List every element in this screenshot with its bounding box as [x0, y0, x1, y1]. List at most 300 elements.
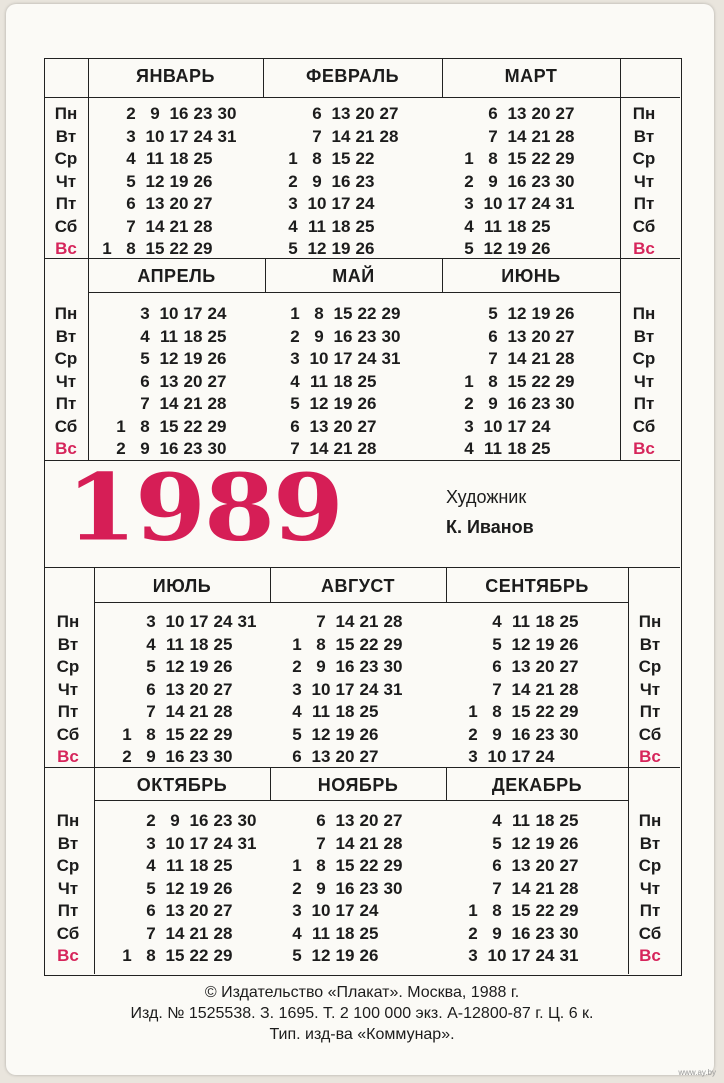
- day-number: 10: [483, 194, 503, 213]
- month-name: АПРЕЛЬ: [137, 266, 216, 286]
- day-number: 16: [507, 171, 527, 191]
- day-number: 31: [237, 612, 257, 631]
- day-number: 12: [145, 171, 165, 191]
- weekday-label: Ср: [638, 856, 662, 875]
- month-name: ФЕВРАЛЬ: [305, 66, 400, 86]
- day-number: 4: [464, 216, 474, 236]
- day-number: 14: [159, 394, 179, 413]
- day-number: 14: [165, 923, 185, 943]
- day-number: 22: [183, 416, 203, 436]
- day-number: 24: [357, 349, 377, 368]
- day-number: 14: [145, 216, 165, 236]
- day-number: 14: [335, 612, 355, 631]
- day-number: 27: [213, 901, 233, 920]
- day-number: 24: [213, 833, 233, 853]
- day-number: 19: [169, 171, 189, 191]
- day-number: 3: [292, 901, 302, 920]
- day-number: 4: [288, 216, 298, 236]
- day-number: 10: [487, 747, 507, 766]
- imprint-line: Тип. изд-ва «Коммунар».: [269, 1026, 455, 1043]
- day-number: 5: [492, 634, 502, 654]
- day-number: 24: [535, 747, 555, 766]
- day-number: 23: [193, 104, 213, 123]
- day-number: 30: [381, 326, 401, 346]
- day-number: 25: [559, 811, 579, 830]
- day-number: 1: [116, 416, 126, 436]
- day-number: 27: [193, 194, 213, 213]
- day-number: 15: [165, 724, 185, 744]
- day-number: 17: [331, 194, 351, 213]
- day-number: 6: [492, 657, 502, 676]
- weekday-label: Вт: [633, 126, 655, 146]
- day-number: 28: [559, 679, 579, 699]
- day-number: 28: [555, 126, 575, 146]
- day-number: 15: [333, 304, 353, 323]
- day-number: 19: [189, 657, 209, 676]
- day-number: 11: [308, 216, 326, 236]
- weekday-label: Вс: [639, 747, 661, 766]
- day-number: 2: [290, 326, 300, 346]
- day-number: 30: [383, 657, 403, 676]
- day-number: 15: [331, 149, 351, 168]
- day-number: 5: [292, 724, 302, 744]
- weekday-label: Ср: [632, 349, 656, 368]
- day-number: 16: [165, 747, 185, 766]
- day-number: 21: [531, 349, 551, 368]
- day-number: 24: [207, 304, 227, 323]
- day-number: 14: [507, 126, 527, 146]
- day-number: 4: [146, 634, 156, 654]
- day-number: 1: [464, 149, 474, 168]
- day-number: 25: [207, 326, 227, 346]
- day-number: 2: [464, 394, 474, 413]
- day-number: 15: [507, 149, 527, 168]
- weekday-label: Пт: [55, 394, 77, 413]
- day-number: 2: [116, 439, 126, 458]
- day-number: 12: [507, 304, 527, 323]
- weekday-label: Пн: [54, 104, 78, 123]
- day-number: 18: [169, 149, 189, 168]
- day-number: 17: [335, 901, 355, 920]
- day-number: 17: [507, 194, 527, 213]
- day-number: 26: [213, 878, 233, 898]
- day-number: 7: [488, 126, 498, 146]
- day-number: 6: [316, 811, 326, 830]
- day-number: 20: [531, 104, 551, 123]
- weekday-label: Пт: [633, 194, 655, 213]
- day-number: 8: [492, 702, 502, 721]
- day-number: 5: [146, 878, 156, 898]
- day-number: 10: [311, 679, 331, 699]
- day-number: 26: [531, 239, 551, 258]
- day-number: 8: [488, 149, 498, 168]
- day-number: 29: [559, 901, 579, 920]
- day-number: 23: [359, 878, 379, 898]
- day-number: 27: [559, 657, 579, 676]
- day-number: 15: [335, 634, 355, 654]
- day-number: 21: [169, 216, 189, 236]
- day-number: 6: [290, 416, 300, 436]
- day-number: 1: [292, 634, 302, 654]
- day-number: 12: [309, 394, 329, 413]
- weekday-label: Вт: [57, 833, 79, 853]
- day-number: 13: [145, 194, 165, 213]
- weekday-label: Чт: [55, 171, 77, 191]
- day-number: 1: [102, 239, 112, 258]
- day-number: 30: [555, 171, 575, 191]
- weekday-label: Сб: [54, 416, 78, 436]
- day-number: 3: [126, 126, 136, 146]
- day-number: 3: [140, 304, 150, 323]
- day-number: 25: [357, 371, 377, 391]
- day-number: 22: [359, 634, 379, 654]
- day-number: 11: [312, 702, 330, 721]
- day-number: 23: [189, 747, 209, 766]
- day-number: 27: [379, 104, 399, 123]
- day-number: 16: [511, 724, 531, 744]
- day-number: 13: [335, 811, 355, 830]
- day-number: 18: [333, 371, 353, 391]
- day-number: 29: [383, 634, 403, 654]
- day-number: 4: [140, 326, 150, 346]
- day-number: 16: [333, 326, 353, 346]
- day-number: 8: [492, 901, 502, 920]
- weekday-label: Ср: [638, 657, 662, 676]
- day-number: 13: [165, 679, 185, 699]
- day-number: 10: [165, 612, 185, 631]
- weekday-label: Сб: [56, 724, 80, 744]
- day-number: 19: [535, 634, 555, 654]
- day-number: 12: [307, 239, 327, 258]
- day-number: 21: [355, 126, 375, 146]
- day-number: 21: [333, 439, 353, 458]
- day-number: 23: [213, 811, 233, 830]
- day-number: 8: [146, 946, 156, 965]
- day-number: 3: [468, 946, 478, 965]
- month-name: АВГУСТ: [321, 576, 395, 596]
- day-number: 9: [146, 747, 156, 766]
- day-number: 17: [507, 416, 527, 436]
- day-number: 23: [535, 923, 555, 943]
- day-number: 18: [331, 216, 351, 236]
- day-number: 7: [312, 126, 322, 146]
- day-number: 8: [316, 856, 326, 875]
- day-number: 15: [507, 371, 527, 391]
- day-number: 23: [535, 724, 555, 744]
- day-number: 13: [311, 747, 331, 766]
- year-title: 1989: [66, 453, 342, 562]
- day-number: 23: [359, 657, 379, 676]
- day-number: 10: [145, 126, 165, 146]
- weekday-label: Чт: [639, 679, 661, 699]
- month-name: ЯНВАРЬ: [136, 66, 215, 86]
- day-number: 20: [333, 416, 353, 436]
- day-number: 13: [511, 657, 531, 676]
- day-number: 1: [290, 304, 300, 323]
- day-number: 2: [464, 171, 474, 191]
- day-number: 19: [333, 394, 353, 413]
- day-number: 4: [292, 923, 302, 943]
- day-number: 17: [335, 679, 355, 699]
- day-number: 15: [145, 239, 165, 258]
- divider: [94, 800, 628, 801]
- day-number: 21: [183, 394, 203, 413]
- day-number: 21: [359, 833, 379, 853]
- day-number: 25: [355, 216, 375, 236]
- weekday-label: Вс: [639, 946, 661, 965]
- day-number: 9: [170, 811, 180, 830]
- month-name: МАЙ: [332, 266, 375, 286]
- day-number: 20: [531, 326, 551, 346]
- day-number: 19: [335, 724, 355, 744]
- weekday-label: Вс: [633, 439, 655, 458]
- weekday-label: Вс: [633, 239, 655, 258]
- day-number: 16: [189, 811, 209, 830]
- day-number: 28: [357, 439, 377, 458]
- day-number: 9: [316, 657, 326, 676]
- day-number: 21: [189, 923, 209, 943]
- day-number: 31: [559, 946, 579, 965]
- day-number: 1: [122, 724, 132, 744]
- day-number: 14: [335, 833, 355, 853]
- day-number: 24: [531, 416, 551, 436]
- day-number: 7: [492, 679, 502, 699]
- day-number: 30: [555, 394, 575, 413]
- day-number: 15: [335, 856, 355, 875]
- day-number: 30: [237, 811, 257, 830]
- day-number: 30: [213, 747, 233, 766]
- day-number: 20: [335, 747, 355, 766]
- divider: [88, 292, 620, 293]
- weekday-label: Пт: [633, 394, 655, 413]
- day-number: 23: [355, 171, 375, 191]
- day-number: 24: [193, 126, 213, 146]
- day-number: 6: [488, 326, 498, 346]
- day-number: 20: [535, 657, 555, 676]
- day-number: 21: [189, 702, 209, 721]
- day-number: 16: [331, 171, 351, 191]
- weekday-label: Чт: [57, 878, 79, 898]
- day-number: 17: [511, 946, 531, 965]
- day-number: 13: [511, 856, 531, 875]
- day-number: 8: [126, 239, 136, 258]
- day-number: 17: [189, 833, 209, 853]
- day-number: 18: [183, 326, 203, 346]
- day-number: 26: [359, 724, 379, 744]
- day-number: 18: [535, 811, 555, 830]
- day-number: 6: [126, 194, 136, 213]
- day-number: 6: [292, 747, 302, 766]
- day-number: 26: [555, 304, 575, 323]
- day-number: 2: [146, 811, 156, 830]
- day-number: 4: [292, 702, 302, 721]
- day-number: 24: [359, 679, 379, 699]
- day-number: 28: [383, 833, 403, 853]
- day-number: 15: [511, 702, 531, 721]
- artist-name: К. Иванов: [446, 517, 534, 537]
- day-number: 1: [464, 371, 474, 391]
- weekday-label: Пн: [632, 304, 656, 323]
- day-number: 12: [311, 724, 331, 744]
- weekday-label: Вт: [633, 326, 655, 346]
- day-number: 23: [357, 326, 377, 346]
- weekday-label: Вт: [55, 126, 77, 146]
- day-number: 6: [146, 679, 156, 699]
- day-number: 18: [507, 439, 527, 458]
- day-number: 17: [183, 304, 203, 323]
- day-number: 22: [535, 901, 555, 920]
- day-number: 4: [492, 811, 502, 830]
- weekday-label: Пн: [638, 612, 662, 631]
- day-number: 4: [464, 439, 474, 458]
- day-number: 11: [484, 439, 502, 458]
- day-number: 2: [292, 878, 302, 898]
- weekday-label: Ср: [54, 349, 78, 368]
- day-number: 28: [213, 923, 233, 943]
- day-number: 22: [531, 149, 551, 168]
- day-number: 13: [165, 901, 185, 920]
- day-number: 10: [311, 901, 331, 920]
- day-number: 29: [555, 371, 575, 391]
- day-number: 29: [559, 702, 579, 721]
- day-number: 26: [213, 657, 233, 676]
- day-number: 28: [207, 394, 227, 413]
- day-number: 13: [507, 104, 527, 123]
- weekday-label: Чт: [639, 878, 661, 898]
- day-number: 5: [126, 171, 136, 191]
- day-number: 26: [559, 833, 579, 853]
- divider: [620, 58, 621, 460]
- day-number: 17: [333, 349, 353, 368]
- divider: [88, 58, 89, 460]
- day-number: 17: [511, 747, 531, 766]
- day-number: 21: [531, 126, 551, 146]
- day-number: 6: [146, 901, 156, 920]
- day-number: 28: [559, 878, 579, 898]
- day-number: 30: [217, 104, 237, 123]
- divider: [44, 97, 680, 98]
- day-number: 24: [355, 194, 375, 213]
- day-number: 2: [288, 171, 298, 191]
- day-number: 25: [559, 612, 579, 631]
- day-number: 5: [288, 239, 298, 258]
- day-number: 1: [468, 901, 478, 920]
- weekday-label: Пн: [632, 104, 656, 123]
- day-number: 24: [531, 194, 551, 213]
- month-name: НОЯБРЬ: [317, 775, 399, 795]
- day-number: 8: [146, 724, 156, 744]
- day-number: 30: [207, 439, 227, 458]
- day-number: 26: [355, 239, 375, 258]
- day-number: 5: [464, 239, 474, 258]
- day-number: 9: [492, 923, 502, 943]
- day-number: 28: [379, 126, 399, 146]
- day-number: 9: [316, 878, 326, 898]
- weekday-label: Пт: [57, 901, 79, 920]
- day-number: 27: [357, 416, 377, 436]
- day-number: 25: [531, 216, 551, 236]
- day-number: 27: [383, 811, 403, 830]
- day-number: 17: [189, 612, 209, 631]
- weekday-label: Ср: [632, 149, 656, 168]
- day-number: 28: [193, 216, 213, 236]
- day-number: 11: [512, 612, 530, 631]
- weekday-label: Сб: [632, 216, 656, 236]
- day-number: 20: [359, 811, 379, 830]
- day-number: 5: [488, 304, 498, 323]
- day-number: 29: [193, 239, 213, 258]
- day-number: 16: [169, 104, 189, 123]
- day-number: 24: [213, 612, 233, 631]
- day-number: 6: [488, 104, 498, 123]
- day-number: 25: [213, 634, 233, 654]
- weekday-label: Сб: [632, 416, 656, 436]
- day-number: 10: [159, 304, 179, 323]
- day-number: 23: [531, 394, 551, 413]
- day-number: 31: [383, 679, 403, 699]
- day-number: 2: [122, 747, 132, 766]
- day-number: 30: [559, 724, 579, 744]
- day-number: 14: [511, 878, 531, 898]
- day-number: 22: [189, 946, 209, 965]
- day-number: 25: [213, 856, 233, 875]
- day-number: 19: [507, 239, 527, 258]
- day-number: 24: [535, 946, 555, 965]
- weekday-label: Пн: [638, 811, 662, 830]
- watermark: www.ay.by: [678, 1068, 716, 1077]
- day-number: 7: [316, 833, 326, 853]
- day-number: 8: [316, 634, 326, 654]
- imprint-line: Изд. № 1525538. З. 1695. Т. 2 100 000 экз. А-12800-87 г. Ц. 6 к.: [130, 1005, 594, 1022]
- day-number: 15: [165, 946, 185, 965]
- day-number: 7: [140, 394, 150, 413]
- weekday-label: Пн: [54, 304, 78, 323]
- day-number: 11: [166, 856, 184, 875]
- day-number: 20: [535, 856, 555, 875]
- day-number: 29: [555, 149, 575, 168]
- day-number: 7: [146, 923, 156, 943]
- day-number: 6: [312, 104, 322, 123]
- day-number: 1: [468, 702, 478, 721]
- day-number: 13: [507, 326, 527, 346]
- day-number: 26: [357, 394, 377, 413]
- day-number: 18: [535, 612, 555, 631]
- day-number: 7: [316, 612, 326, 631]
- month-name: ОКТЯБРЬ: [136, 775, 228, 795]
- day-number: 26: [207, 349, 227, 368]
- artist-label: Художник: [446, 487, 527, 507]
- day-number: 16: [335, 657, 355, 676]
- day-number: 3: [288, 194, 298, 213]
- day-number: 9: [312, 171, 322, 191]
- day-number: 14: [309, 439, 329, 458]
- day-number: 2: [292, 657, 302, 676]
- day-number: 5: [290, 394, 300, 413]
- day-number: 9: [140, 439, 150, 458]
- weekday-label: Сб: [56, 923, 80, 943]
- day-number: 18: [335, 923, 355, 943]
- weekday-label: Пт: [55, 194, 77, 213]
- day-number: 22: [535, 702, 555, 721]
- day-number: 5: [140, 349, 150, 368]
- day-number: 29: [383, 856, 403, 875]
- day-number: 12: [165, 657, 185, 676]
- weekday-label: Сб: [638, 923, 662, 943]
- imprint-line: © Издательство «Плакат». Москва, 1988 г.: [204, 984, 520, 1001]
- day-number: 31: [555, 194, 575, 213]
- divider: [44, 767, 680, 768]
- day-number: 21: [535, 679, 555, 699]
